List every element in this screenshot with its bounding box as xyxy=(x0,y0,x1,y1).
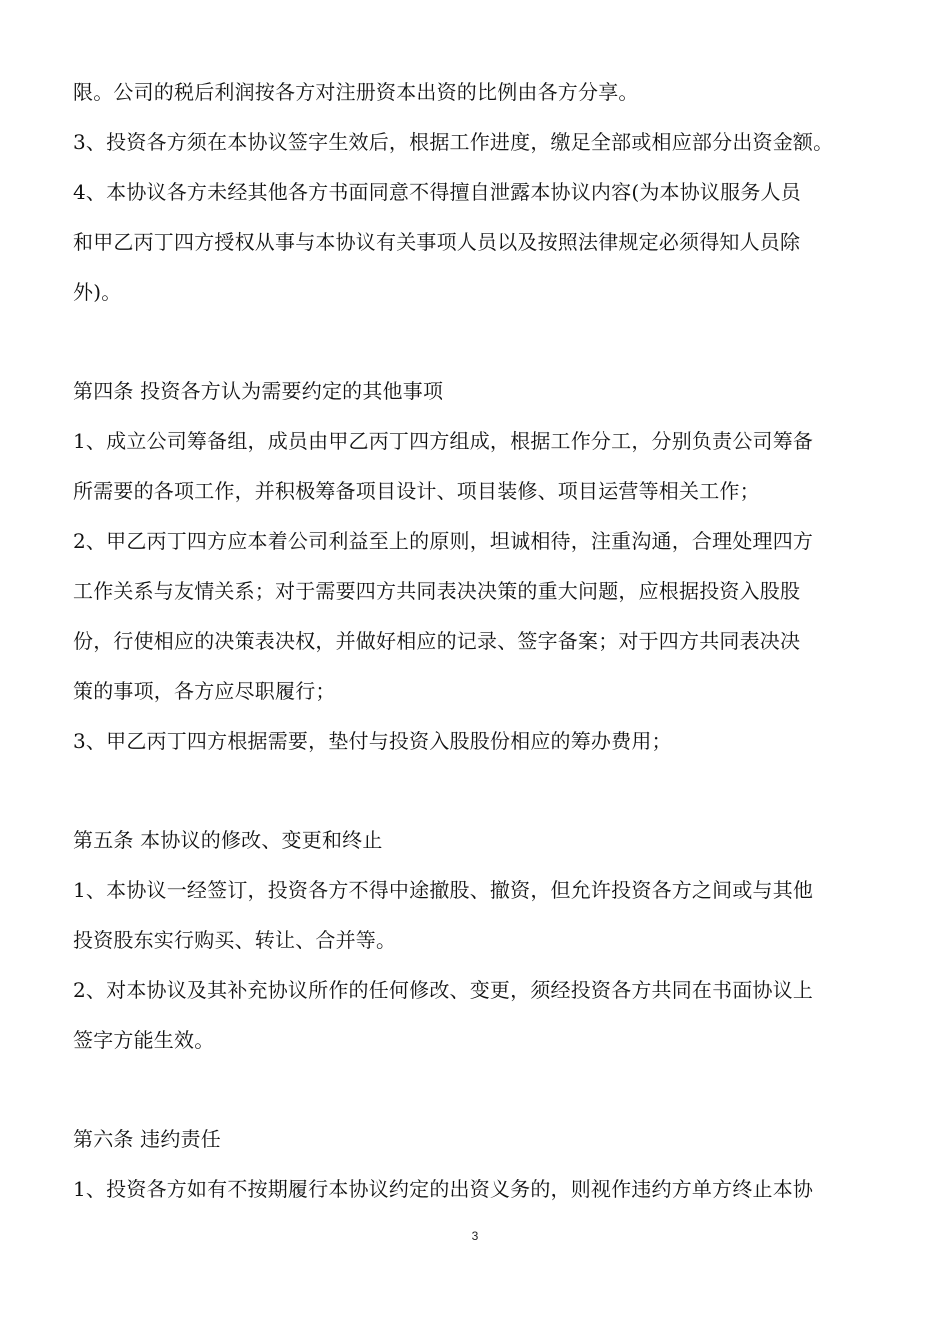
paragraph-line: 外)。 xyxy=(73,280,122,304)
paragraph-line: 投资股东实行购买、转让、合并等。 xyxy=(73,928,397,952)
paragraph-line: 2、对本协议及其补充协议所作的任何修改、变更，须经投资各方共同在书面协议上 xyxy=(73,978,814,1002)
section-heading: 第四条 投资各方认为需要约定的其他事项 xyxy=(73,379,444,403)
section-heading: 第五条 本协议的修改、变更和终止 xyxy=(73,828,383,852)
paragraph-line: 1、成立公司筹备组，成员由甲乙丙丁四方组成，根据工作分工，分别负责公司筹备 xyxy=(73,429,814,453)
paragraph-line: 1、本协议一经签订，投资各方不得中途撤股、撤资，但允许投资各方之间或与其他 xyxy=(73,878,814,902)
paragraph-line: 限。公司的税后利润按各方对注册资本出资的比例由各方分享。 xyxy=(73,80,639,104)
paragraph-line: 3、投资各方须在本协议签字生效后，根据工作进度，缴足全部或相应部分出资金额。 xyxy=(73,130,834,154)
page-number: 3 xyxy=(471,1229,479,1243)
paragraph-line: 所需要的各项工作，并积极筹备项目设计、项目装修、项目运营等相关工作； xyxy=(73,479,760,503)
paragraph-line: 1、投资各方如有不按期履行本协议约定的出资义务的，则视作违约方单方终止本协 xyxy=(73,1177,814,1201)
paragraph-line: 签字方能生效。 xyxy=(73,1028,215,1052)
paragraph-line: 3、甲乙丙丁四方根据需要，垫付与投资入股股份相应的筹办费用； xyxy=(73,729,672,753)
paragraph-line: 4、本协议各方未经其他各方书面同意不得擅自泄露本协议内容(为本协议服务人员 xyxy=(73,180,801,204)
paragraph-line: 2、甲乙丙丁四方应本着公司利益至上的原则，坦诚相待，注重沟通，合理处理四方 xyxy=(73,529,814,553)
paragraph-line: 和甲乙丙丁四方授权从事与本协议有关事项人员以及按照法律规定必须得知人员除 xyxy=(73,230,801,254)
paragraph-line: 份，行使相应的决策表决权，并做好相应的记录、签字备案；对于四方共同表决决 xyxy=(73,629,801,653)
section-heading: 第六条 违约责任 xyxy=(73,1127,221,1151)
paragraph-line: 工作关系与友情关系；对于需要四方共同表决决策的重大问题，应根据投资入股股 xyxy=(73,579,801,603)
paragraph-line: 策的事项，各方应尽职履行； xyxy=(73,679,336,703)
